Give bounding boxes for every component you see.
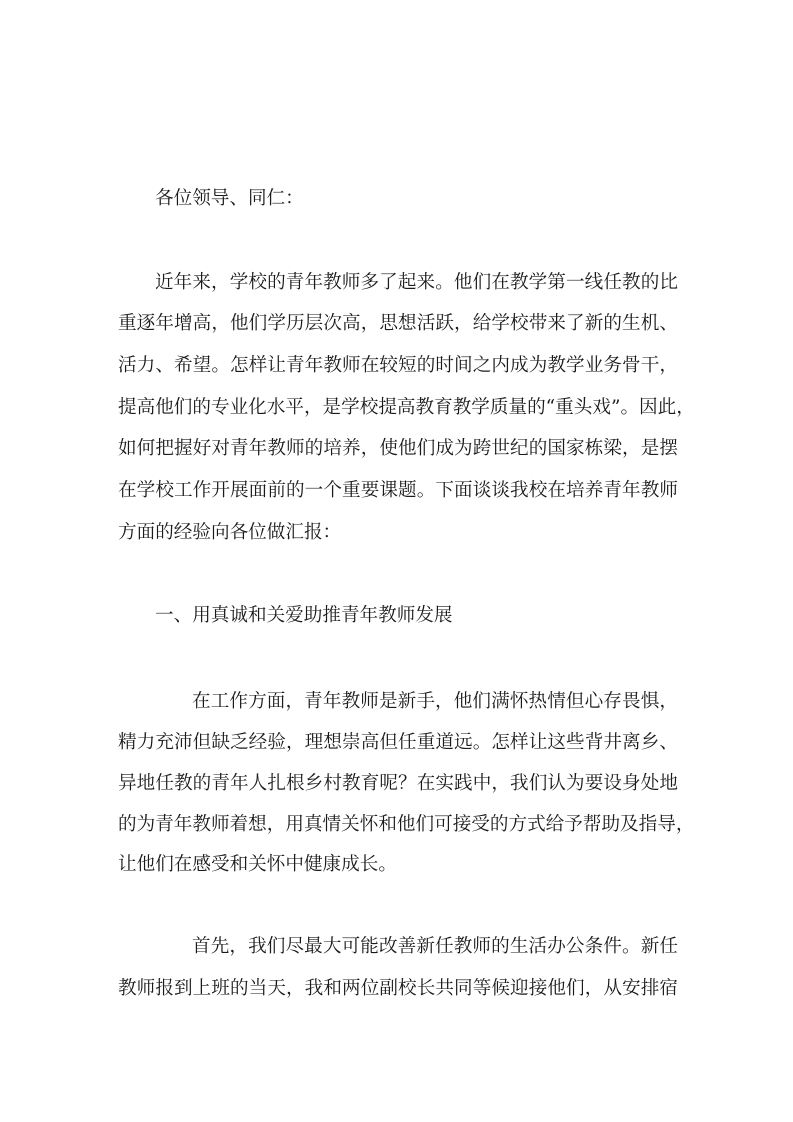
paragraph-line: 精力充沛但缺乏经验，理想崇高但任重道远。怎样让这些背井离乡、: [118, 732, 678, 753]
paragraph-line: 重逐年增高，他们学历层次高，思想活跃，给学校带来了新的生机、: [118, 313, 678, 334]
paragraph-line: 方面的经验向各位做汇报：: [118, 522, 342, 543]
paragraph-line: 的为青年教师着想，用真情关怀和他们可接受的方式给予帮助及指导，: [118, 814, 695, 835]
paragraph-line: 异地任教的青年人扎根乡村教育呢？在实践中，我们认为要设身处地: [118, 773, 678, 794]
paragraph-line: 活力、希望。怎样让青年教师在较短的时间之内成为教学业务骨干，: [118, 355, 678, 376]
section-heading: 一、用真诚和关爱助推青年教师发展: [155, 605, 453, 626]
paragraph-line: 在工作方面，青年教师是新手，他们满怀热情但心存畏惧，: [192, 691, 678, 712]
paragraph-line: 近年来，学校的青年教师多了起来。他们在教学第一线任教的比: [155, 272, 678, 293]
paragraph-line: 首先，我们尽最大可能改善新任教师的生活办公条件。新任: [192, 936, 678, 957]
greeting: 各位领导、同仁：: [155, 188, 304, 209]
paragraph-line: 提高他们的专业化水平，是学校提高教育教学质量的“重头戏”。因此，: [118, 397, 695, 418]
paragraph-line: 在学校工作开展面前的一个重要课题。下面谈谈我校在培养青年教师: [118, 480, 678, 501]
paragraph-line: 让他们在感受和关怀中健康成长。: [118, 854, 397, 875]
paragraph-line: 如何把握好对青年教师的培养，使他们成为跨世纪的国家栋梁，是摆: [118, 438, 678, 459]
paragraph-line: 教师报到上班的当天，我和两位副校长共同等候迎接他们，从安排宿: [118, 978, 678, 999]
